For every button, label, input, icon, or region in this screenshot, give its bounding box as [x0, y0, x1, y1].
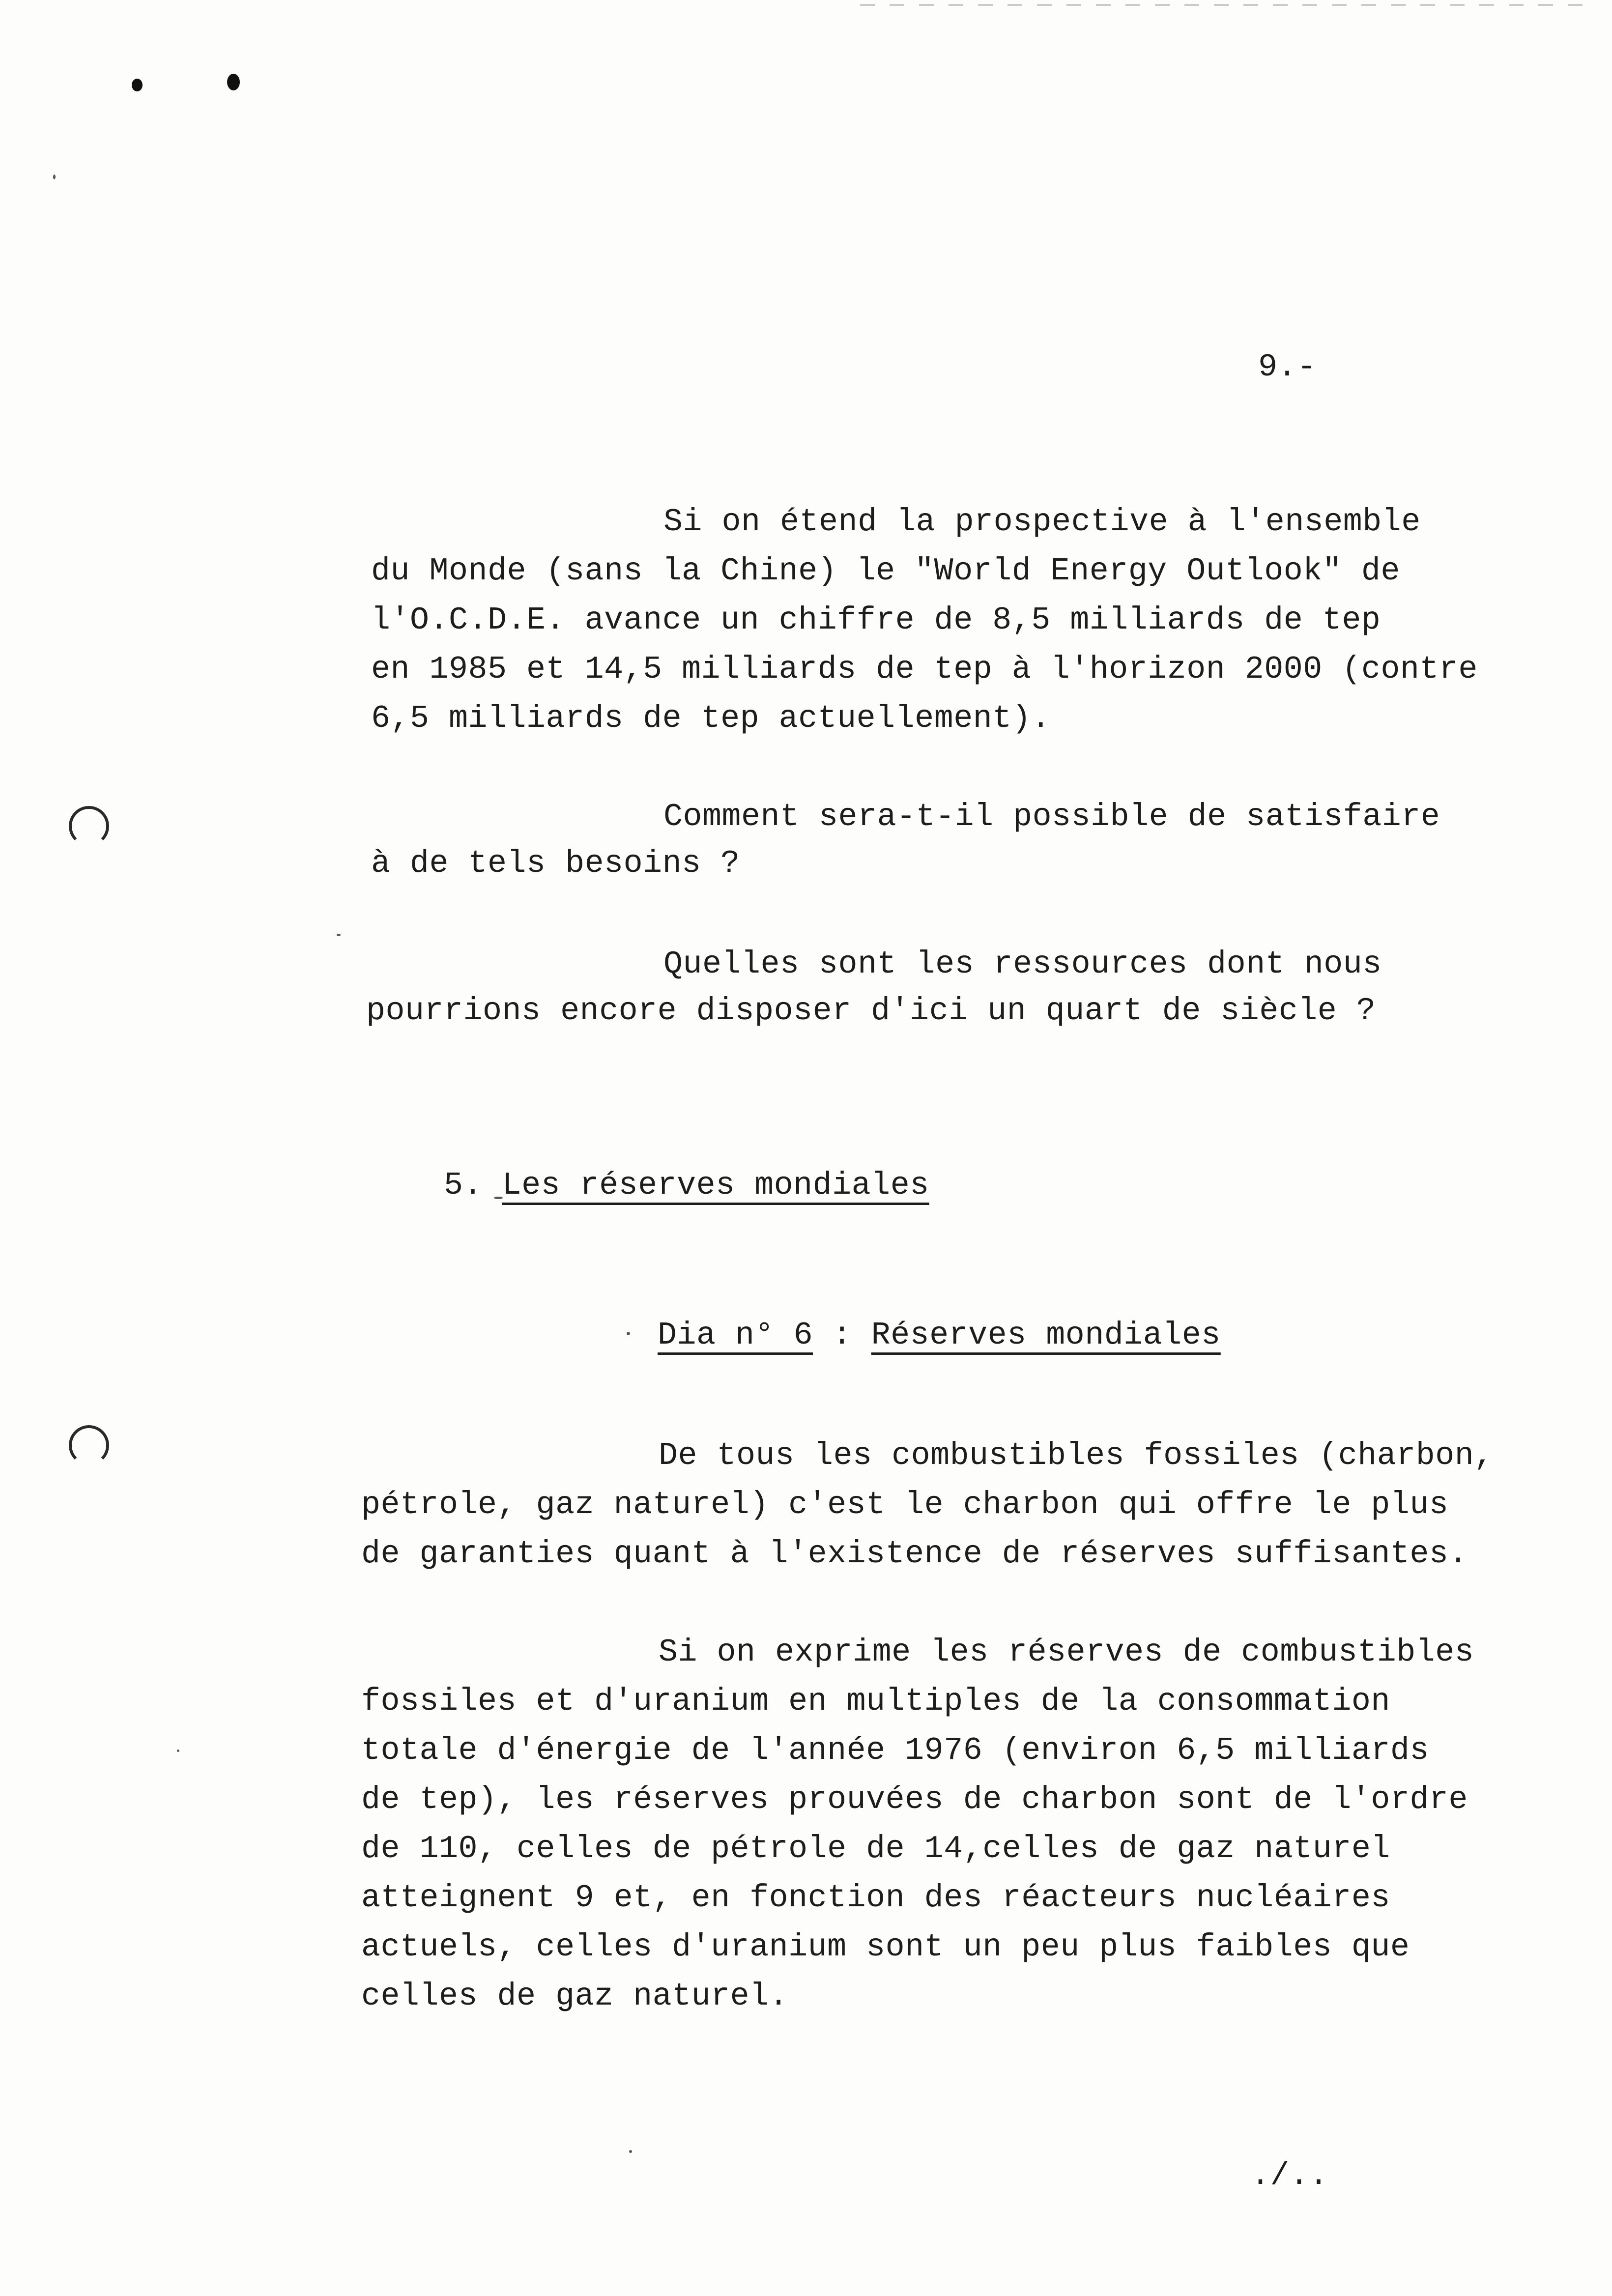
section-number: 5.: [444, 1167, 483, 1204]
question-1-line: à de tels besoins ?: [371, 845, 740, 882]
paragraph-1-line: l'O.C.D.E. avance un chiffre de 8,5 milliards de tep: [371, 602, 1381, 638]
paragraph-3-line: de tep), les réserves prouvées de charbon sont de l'ordre: [361, 1781, 1468, 1818]
paragraph-2-line: De tous les combustibles fossiles (charbon,: [659, 1437, 1494, 1474]
scan-mark: [132, 79, 143, 91]
scan-speck: [53, 174, 56, 179]
paragraph-2-line: de garanties quant à l'existence de réserves suffisantes.: [361, 1536, 1468, 1572]
slide-heading: [580, 1288, 1221, 1383]
slide-separator: :: [832, 1317, 852, 1353]
paragraph-1-line: Si on étend la prospective à l'ensemble: [663, 504, 1421, 540]
paragraph-1-line: en 1985 et 14,5 milliards de tep à l'horizon 2000 (contre: [371, 651, 1478, 688]
question-1-line: Comment sera-t-il possible de satisfaire: [663, 799, 1440, 835]
paragraph-3-line: celles de gaz naturel.: [361, 1978, 789, 2014]
scan-mark: [227, 74, 240, 90]
question-2-line: pourrions encore disposer d'ici un quart de siècle ?: [366, 993, 1376, 1029]
punch-hole-mark: [69, 1425, 109, 1465]
paragraph-1-line: 6,5 milliards de tep actuellement).: [371, 700, 1051, 737]
continuation-mark: ./..: [1251, 2157, 1329, 2194]
punch-hole-mark: [69, 806, 109, 846]
scan-edge-line: [860, 4, 1597, 6]
section-heading: [366, 1138, 929, 1234]
page-number: 9.-: [1258, 349, 1317, 385]
scan-speck: [177, 1750, 179, 1752]
paragraph-3-line: fossiles et d'uranium en multiples de la consommation: [361, 1683, 1390, 1720]
paragraph-1-line: du Monde (sans la Chine) le "World Energy Outlook" de: [371, 553, 1400, 589]
paragraph-3-line: atteignent 9 et, en fonction des réacteurs nucléaires: [361, 1880, 1390, 1916]
section-title: Les réserves mondiales: [502, 1167, 929, 1204]
paragraph-2-line: pétrole, gaz naturel) c'est le charbon qui offre le plus: [361, 1487, 1449, 1523]
paragraph-3-line: Si on exprime les réserves de combustibles: [659, 1634, 1474, 1670]
paragraph-3-line: totale d'énergie de l'année 1976 (environ 6,5 milliards: [361, 1732, 1429, 1769]
scan-speck: [629, 2150, 632, 2153]
question-2-line: Quelles sont les ressources dont nous: [663, 946, 1382, 982]
paragraph-3-line: de 110, celles de pétrole de 14,celles de gaz naturel: [361, 1831, 1390, 1867]
slide-title: Réserves mondiales: [871, 1317, 1221, 1353]
scan-speck: [337, 934, 341, 936]
slide-label: Dia n° 6: [658, 1317, 813, 1353]
paragraph-3-line: actuels, celles d'uranium sont un peu plus faibles que: [361, 1929, 1410, 1965]
